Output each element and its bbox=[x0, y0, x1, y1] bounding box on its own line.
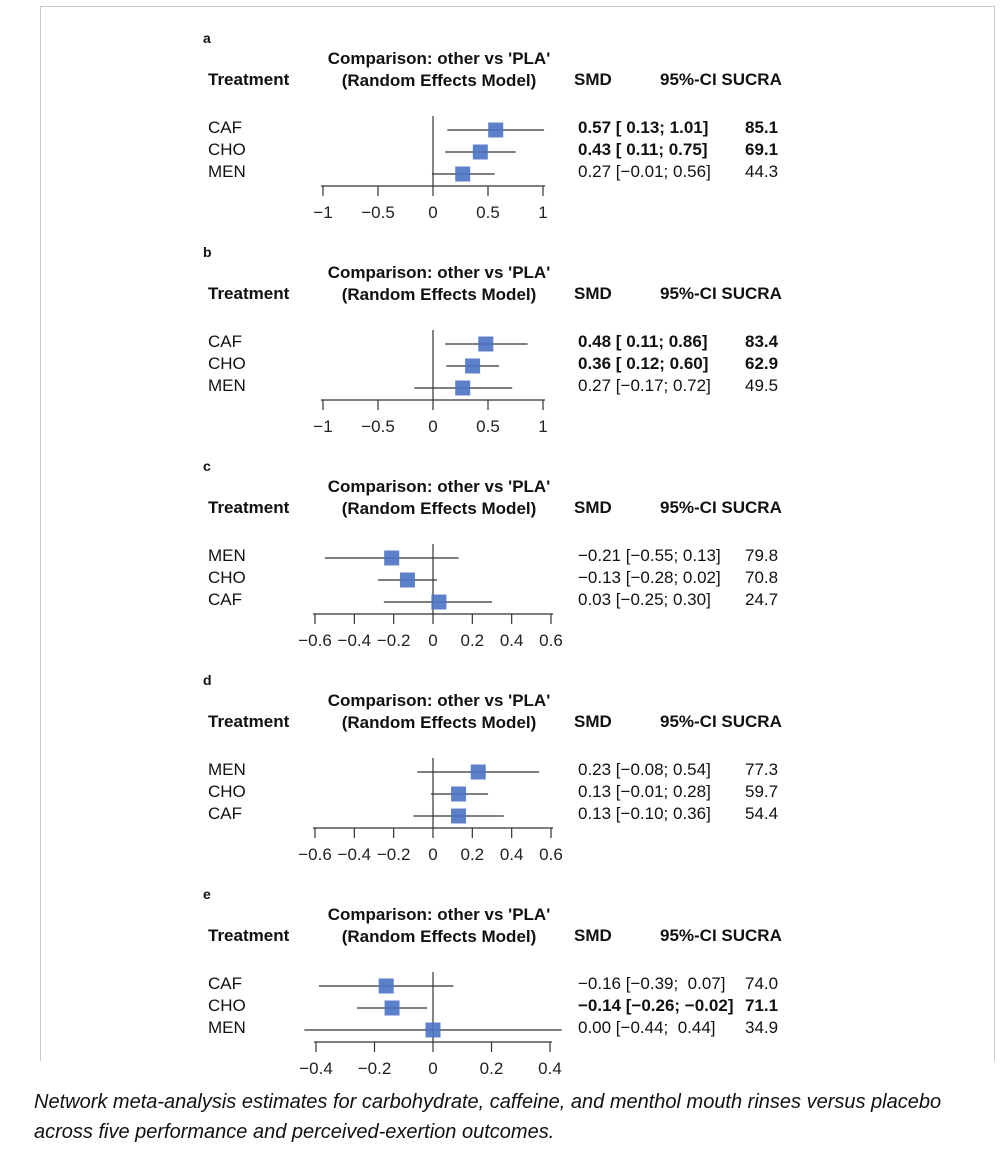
sucra-value: 59.7 bbox=[745, 782, 779, 801]
column-header-ci-sucra: 95%-CI SUCRA bbox=[660, 926, 782, 945]
forest-plot-svg bbox=[0, 662, 1004, 876]
column-header-smd: SMD bbox=[574, 284, 612, 303]
point-estimate-marker bbox=[473, 145, 488, 160]
treatment-label: CAF bbox=[208, 332, 242, 351]
treatment-label: CAF bbox=[208, 118, 242, 137]
estimate-ci-text: 0.57 [ 0.13; 1.01] bbox=[578, 118, 709, 137]
treatment-label: MEN bbox=[208, 162, 246, 181]
x-axis-tick-label: 0.4 bbox=[499, 845, 524, 864]
estimate-ci-text: −0.14 [−0.26; −0.02] bbox=[578, 996, 734, 1015]
panel-subtitle-line: (Random Effects Model) bbox=[341, 71, 537, 90]
column-header-treatment: Treatment bbox=[208, 70, 290, 89]
x-axis-tick-label: 0 bbox=[428, 1059, 438, 1078]
estimate-ci-text: 0.13 [−0.10; 0.36] bbox=[578, 804, 711, 823]
estimate-ci-text: 0.36 [ 0.12; 0.60] bbox=[578, 354, 709, 373]
panel-subtitle-line: (Random Effects Model) bbox=[341, 285, 537, 304]
x-axis-tick-label: 0.4 bbox=[499, 631, 524, 650]
treatment-label: CAF bbox=[208, 804, 242, 823]
column-header-ci-sucra: 95%-CI SUCRA bbox=[660, 712, 782, 731]
sucra-value: 54.4 bbox=[745, 804, 779, 823]
panel-label: d bbox=[203, 672, 212, 688]
point-estimate-marker bbox=[455, 381, 470, 396]
panel-label: c bbox=[203, 458, 211, 474]
column-header-treatment: Treatment bbox=[208, 712, 290, 731]
sucra-value: 69.1 bbox=[745, 140, 779, 159]
panel-label: e bbox=[203, 886, 211, 902]
point-estimate-marker bbox=[431, 595, 446, 610]
estimate-ci-text: 0.23 [−0.08; 0.54] bbox=[578, 760, 711, 779]
estimate-ci-text: 0.27 [−0.17; 0.72] bbox=[578, 376, 711, 395]
x-axis-tick-label: 0.5 bbox=[476, 417, 500, 436]
point-estimate-marker bbox=[400, 573, 415, 588]
column-header-ci-sucra: 95%-CI SUCRA bbox=[660, 284, 782, 303]
treatment-label: CAF bbox=[208, 974, 242, 993]
treatment-label: CAF bbox=[208, 590, 242, 609]
x-axis-tick-label: −0.6 bbox=[298, 631, 332, 650]
x-axis-tick-label: −0.5 bbox=[361, 417, 395, 436]
estimate-ci-text: 0.13 [−0.01; 0.28] bbox=[578, 782, 711, 801]
column-header-treatment: Treatment bbox=[208, 926, 290, 945]
x-axis-tick-label: −0.4 bbox=[337, 845, 372, 864]
column-header-ci-sucra: 95%-CI SUCRA bbox=[660, 70, 782, 89]
forest-plot-svg bbox=[0, 448, 1004, 662]
x-axis-tick-label: 0.6 bbox=[539, 631, 563, 650]
point-estimate-marker bbox=[455, 167, 470, 182]
column-header-treatment: Treatment bbox=[208, 498, 290, 517]
panel-subtitle-line: (Random Effects Model) bbox=[341, 713, 537, 732]
forest-panel-e bbox=[0, 876, 1004, 1090]
sucra-value: 83.4 bbox=[745, 332, 779, 351]
sucra-value: 85.1 bbox=[745, 118, 779, 137]
estimate-ci-text: −0.21 [−0.55; 0.13] bbox=[578, 546, 721, 565]
x-axis-tick-label: 0.2 bbox=[460, 845, 485, 864]
estimate-ci-text: 0.03 [−0.25; 0.30] bbox=[578, 590, 711, 609]
panel-title-line: Comparison: other vs 'PLA' bbox=[327, 49, 551, 68]
sucra-value: 70.8 bbox=[745, 568, 779, 587]
column-header-ci-sucra: 95%-CI SUCRA bbox=[660, 498, 782, 517]
x-axis-tick-label: 0 bbox=[428, 845, 438, 864]
forest-panel-a bbox=[0, 20, 1004, 234]
treatment-label: MEN bbox=[208, 376, 246, 395]
sucra-value: 74.0 bbox=[745, 974, 779, 993]
x-axis-tick-label: 1 bbox=[538, 417, 548, 436]
forest-plot-svg bbox=[0, 234, 1004, 448]
point-estimate-marker bbox=[465, 359, 480, 374]
column-header-smd: SMD bbox=[574, 926, 612, 945]
column-header-smd: SMD bbox=[574, 498, 612, 517]
x-axis-tick-label: −1 bbox=[313, 417, 333, 436]
panel-title-line: Comparison: other vs 'PLA' bbox=[327, 263, 551, 282]
x-axis-tick-label: −0.2 bbox=[357, 1059, 392, 1078]
panel-title-line: Comparison: other vs 'PLA' bbox=[327, 905, 551, 924]
sucra-value: 34.9 bbox=[745, 1018, 779, 1037]
x-axis-tick-label: −0.6 bbox=[298, 845, 332, 864]
sucra-value: 24.7 bbox=[745, 590, 779, 609]
point-estimate-marker bbox=[471, 765, 486, 780]
panel-label: b bbox=[203, 244, 212, 260]
estimate-ci-text: 0.00 [−0.44; 0.44] bbox=[578, 1018, 716, 1037]
x-axis-tick-label: −0.2 bbox=[376, 845, 411, 864]
estimate-ci-text: −0.13 [−0.28; 0.02] bbox=[578, 568, 721, 587]
estimate-ci-text: 0.48 [ 0.11; 0.86] bbox=[578, 332, 708, 351]
forest-plot-svg bbox=[0, 876, 1004, 1090]
forest-panel-d bbox=[0, 662, 1004, 876]
x-axis-tick-label: −0.4 bbox=[337, 631, 372, 650]
treatment-label: MEN bbox=[208, 760, 246, 779]
point-estimate-marker bbox=[384, 551, 399, 566]
x-axis-tick-label: 0.6 bbox=[539, 845, 563, 864]
treatment-label: CHO bbox=[208, 354, 246, 373]
point-estimate-marker bbox=[451, 809, 466, 824]
estimate-ci-text: −0.16 [−0.39; 0.07] bbox=[578, 974, 726, 993]
point-estimate-marker bbox=[478, 337, 493, 352]
x-axis-tick-label: −0.5 bbox=[361, 203, 395, 222]
sucra-value: 44.3 bbox=[745, 162, 779, 181]
treatment-label: CHO bbox=[208, 996, 246, 1015]
x-axis-tick-label: 0 bbox=[428, 203, 438, 222]
estimate-ci-text: 0.43 [ 0.11; 0.75] bbox=[578, 140, 708, 159]
point-estimate-marker bbox=[488, 123, 503, 138]
forest-plot-svg bbox=[0, 20, 1004, 234]
point-estimate-marker bbox=[426, 1023, 441, 1038]
x-axis-tick-label: 0.2 bbox=[460, 631, 485, 650]
column-header-treatment: Treatment bbox=[208, 284, 290, 303]
x-axis-tick-label: 1 bbox=[538, 203, 548, 222]
forest-panel-b bbox=[0, 234, 1004, 448]
x-axis-tick-label: 0.5 bbox=[476, 203, 500, 222]
treatment-label: CHO bbox=[208, 782, 246, 801]
panel-subtitle-line: (Random Effects Model) bbox=[341, 927, 537, 946]
sucra-value: 79.8 bbox=[745, 546, 779, 565]
estimate-ci-text: 0.27 [−0.01; 0.56] bbox=[578, 162, 711, 181]
treatment-label: CHO bbox=[208, 568, 246, 587]
point-estimate-marker bbox=[451, 787, 466, 802]
forest-panel-c bbox=[0, 448, 1004, 662]
x-axis-tick-label: −0.2 bbox=[376, 631, 411, 650]
x-axis-tick-label: 0 bbox=[428, 417, 438, 436]
panel-label: a bbox=[203, 30, 211, 46]
panel-title-line: Comparison: other vs 'PLA' bbox=[327, 691, 551, 710]
column-header-smd: SMD bbox=[574, 70, 612, 89]
x-axis-tick-label: −0.4 bbox=[299, 1059, 333, 1078]
sucra-value: 77.3 bbox=[745, 760, 779, 779]
point-estimate-marker bbox=[385, 1001, 400, 1016]
x-axis-tick-label: 0.2 bbox=[479, 1059, 504, 1078]
treatment-label: CHO bbox=[208, 140, 246, 159]
x-axis-tick-label: 0 bbox=[428, 631, 438, 650]
treatment-label: MEN bbox=[208, 1018, 246, 1037]
sucra-value: 62.9 bbox=[745, 354, 779, 373]
x-axis-tick-label: 0.4 bbox=[538, 1059, 562, 1078]
point-estimate-marker bbox=[379, 979, 394, 994]
treatment-label: MEN bbox=[208, 546, 246, 565]
x-axis-tick-label: −1 bbox=[313, 203, 333, 222]
figure-caption: Network meta-analysis estimates for carbohydrate, caffeine, and menthol mouth rinses versus placebo across five performance and perceived-exertion outcomes. bbox=[34, 1091, 942, 1143]
panel-title-line: Comparison: other vs 'PLA' bbox=[327, 477, 551, 496]
sucra-value: 49.5 bbox=[745, 376, 779, 395]
panel-subtitle-line: (Random Effects Model) bbox=[341, 499, 537, 518]
column-header-smd: SMD bbox=[574, 712, 612, 731]
sucra-value: 71.1 bbox=[745, 996, 779, 1015]
